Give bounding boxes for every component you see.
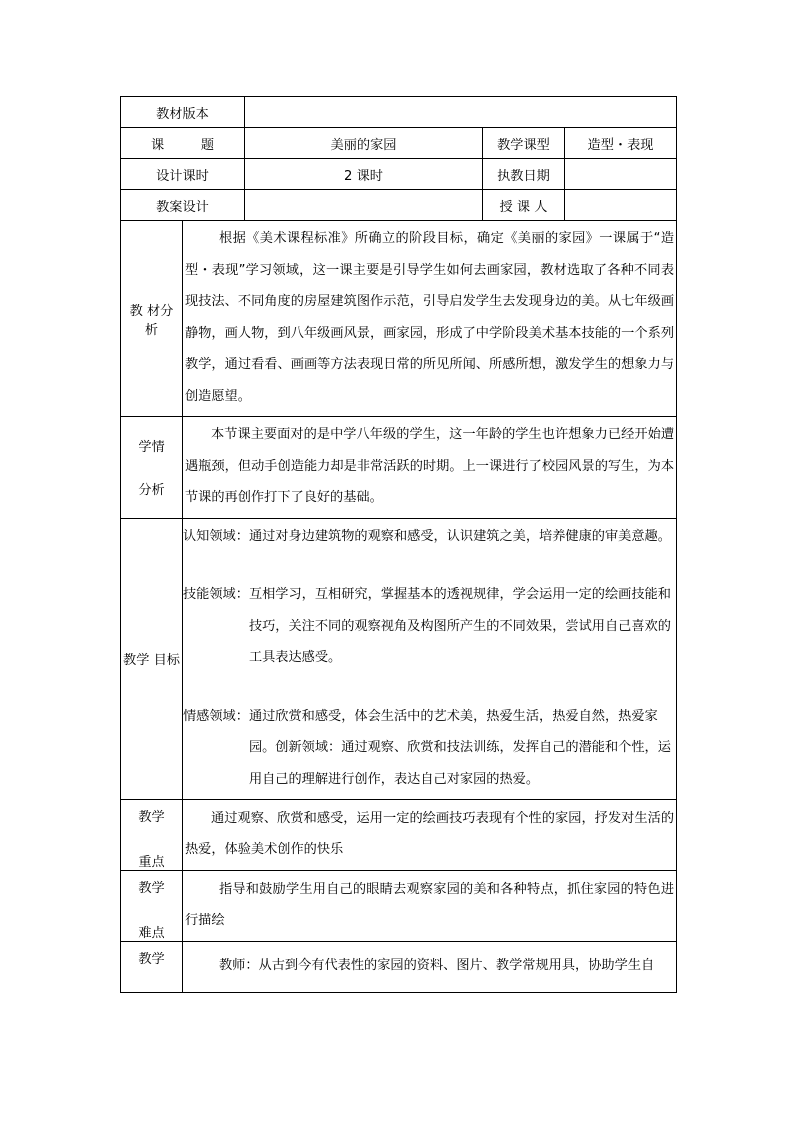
- analysis-text-cell: [183, 221, 677, 417]
- row-prep: [121, 942, 677, 993]
- row-goals: [121, 518, 677, 800]
- goal-cognitive: [183, 521, 674, 553]
- prep-label-1: 教学: [138, 952, 165, 967]
- goal-emotion-text: 通过欣赏和感受，体会生活中的艺术美，热爱生活，热爱自然，热爱家园。创新领域：通过观察、欣赏和技法训练，发挥自己的潜能和个性，运用自己的理解进行创作，表达自己对家园的热爱。: [248, 708, 671, 787]
- focus-text: 通过观察、欣赏和感受，运用一定的绘画技巧表现有个性的家园，抒发对生活的热爱，体验美术创作的快乐: [185, 810, 675, 857]
- hours-value: 2 课时: [245, 159, 483, 190]
- prep-label: [121, 942, 183, 993]
- goals-cell: [183, 518, 677, 800]
- lesson-plan-table: [120, 96, 677, 993]
- teacher-value: [565, 190, 677, 221]
- analysis-text: 根据《美术课程标准》所确立的阶段目标，确定《美丽的家园》一课属于“造型・表现”学习领域，这一课主要是引导学生如何去画家园，教材选取了各种不同表现技法、不同角度的房屋建筑图作示范，引导启发学生去发现身边的美。从七年级画静物，画人物，到八年级画风景，画家园，形成了中学阶段美术基本技能的一个系列教学，通过看看、画画等方法表现日常的所见所闻、所感所想，激发学生的想象力与创造愿望。: [185, 231, 675, 404]
- goal-skill: [183, 579, 674, 674]
- goal-cognitive-key: 认知领域：: [183, 528, 249, 544]
- students-label: [121, 417, 183, 519]
- difficulty-text-cell: [183, 871, 677, 942]
- difficulty-label-1: 教学: [138, 881, 165, 896]
- topic-label: [121, 128, 245, 159]
- row-analysis: [121, 221, 677, 417]
- focus-label: [121, 800, 183, 871]
- focus-label-2: 重点: [138, 855, 165, 870]
- row-design: [121, 190, 677, 221]
- design-value: [245, 190, 483, 221]
- row-students: [121, 417, 677, 519]
- difficulty-label: [121, 871, 183, 942]
- students-text: 本节课主要面对的是中学八年级的学生，这一年龄的学生也许想象力已经开始遭遇瓶颈，但动手创造能力却是非常活跃的时期。上一课进行了校园风景的写生，为本节课的再创作打下了良好的基础。: [185, 427, 675, 505]
- row-hours: [121, 159, 677, 190]
- topic-value: 美丽的家园: [245, 128, 483, 159]
- edition-label: 教材版本: [121, 97, 245, 128]
- focus-label-1: 教学: [138, 810, 165, 825]
- goal-skill-key: 技能领域：: [183, 587, 249, 602]
- prep-text: 教师：从古到今有代表性的家园的资料、图片、教学常规用具，协助学生自: [219, 958, 655, 974]
- lesson-type-value: 造型・表现: [565, 128, 677, 159]
- goal-skill-text: 互相学习，互相研究，掌握基本的透视规律，学会运用一定的绘画技能和技巧，关注不同的观察视角及构图所产生的不同效果，尝试用自己喜欢的工具表达感受。: [248, 587, 671, 665]
- students-label-1: 学情: [138, 440, 165, 456]
- topic-label-b: 题: [200, 137, 214, 153]
- row-topic: [121, 128, 677, 159]
- students-label-2: 分析: [138, 483, 165, 499]
- focus-text-cell: [183, 800, 677, 871]
- goal-emotion: [183, 701, 674, 796]
- goals-label: 教学 目标: [121, 518, 183, 800]
- teacher-label: 授 课 人: [483, 190, 565, 221]
- students-text-cell: [183, 417, 677, 519]
- analysis-label: 教 材分 析: [121, 221, 183, 417]
- edition-value: [245, 97, 677, 128]
- lesson-type-label: 教学课型: [483, 128, 565, 159]
- design-label: 教案设计: [121, 190, 245, 221]
- row-focus: [121, 800, 677, 871]
- row-difficulty: [121, 871, 677, 942]
- date-value: [565, 159, 677, 190]
- difficulty-label-2: 难点: [138, 926, 165, 941]
- difficulty-text: 指导和鼓励学生用自己的眼睛去观察家园的美和各种特点，抓住家园的特色进行描绘: [185, 881, 675, 928]
- goal-cognitive-text: 通过对身边建筑物的观察和感受，认识建筑之美，培养健康的审美意趣。: [248, 528, 671, 544]
- goal-emotion-key: 情感领域：: [183, 708, 249, 724]
- date-label: 执教日期: [483, 159, 565, 190]
- hours-label: 设计课时: [121, 159, 245, 190]
- topic-label-a: 课: [151, 137, 165, 153]
- row-edition: [121, 97, 677, 128]
- prep-text-cell: [183, 942, 677, 993]
